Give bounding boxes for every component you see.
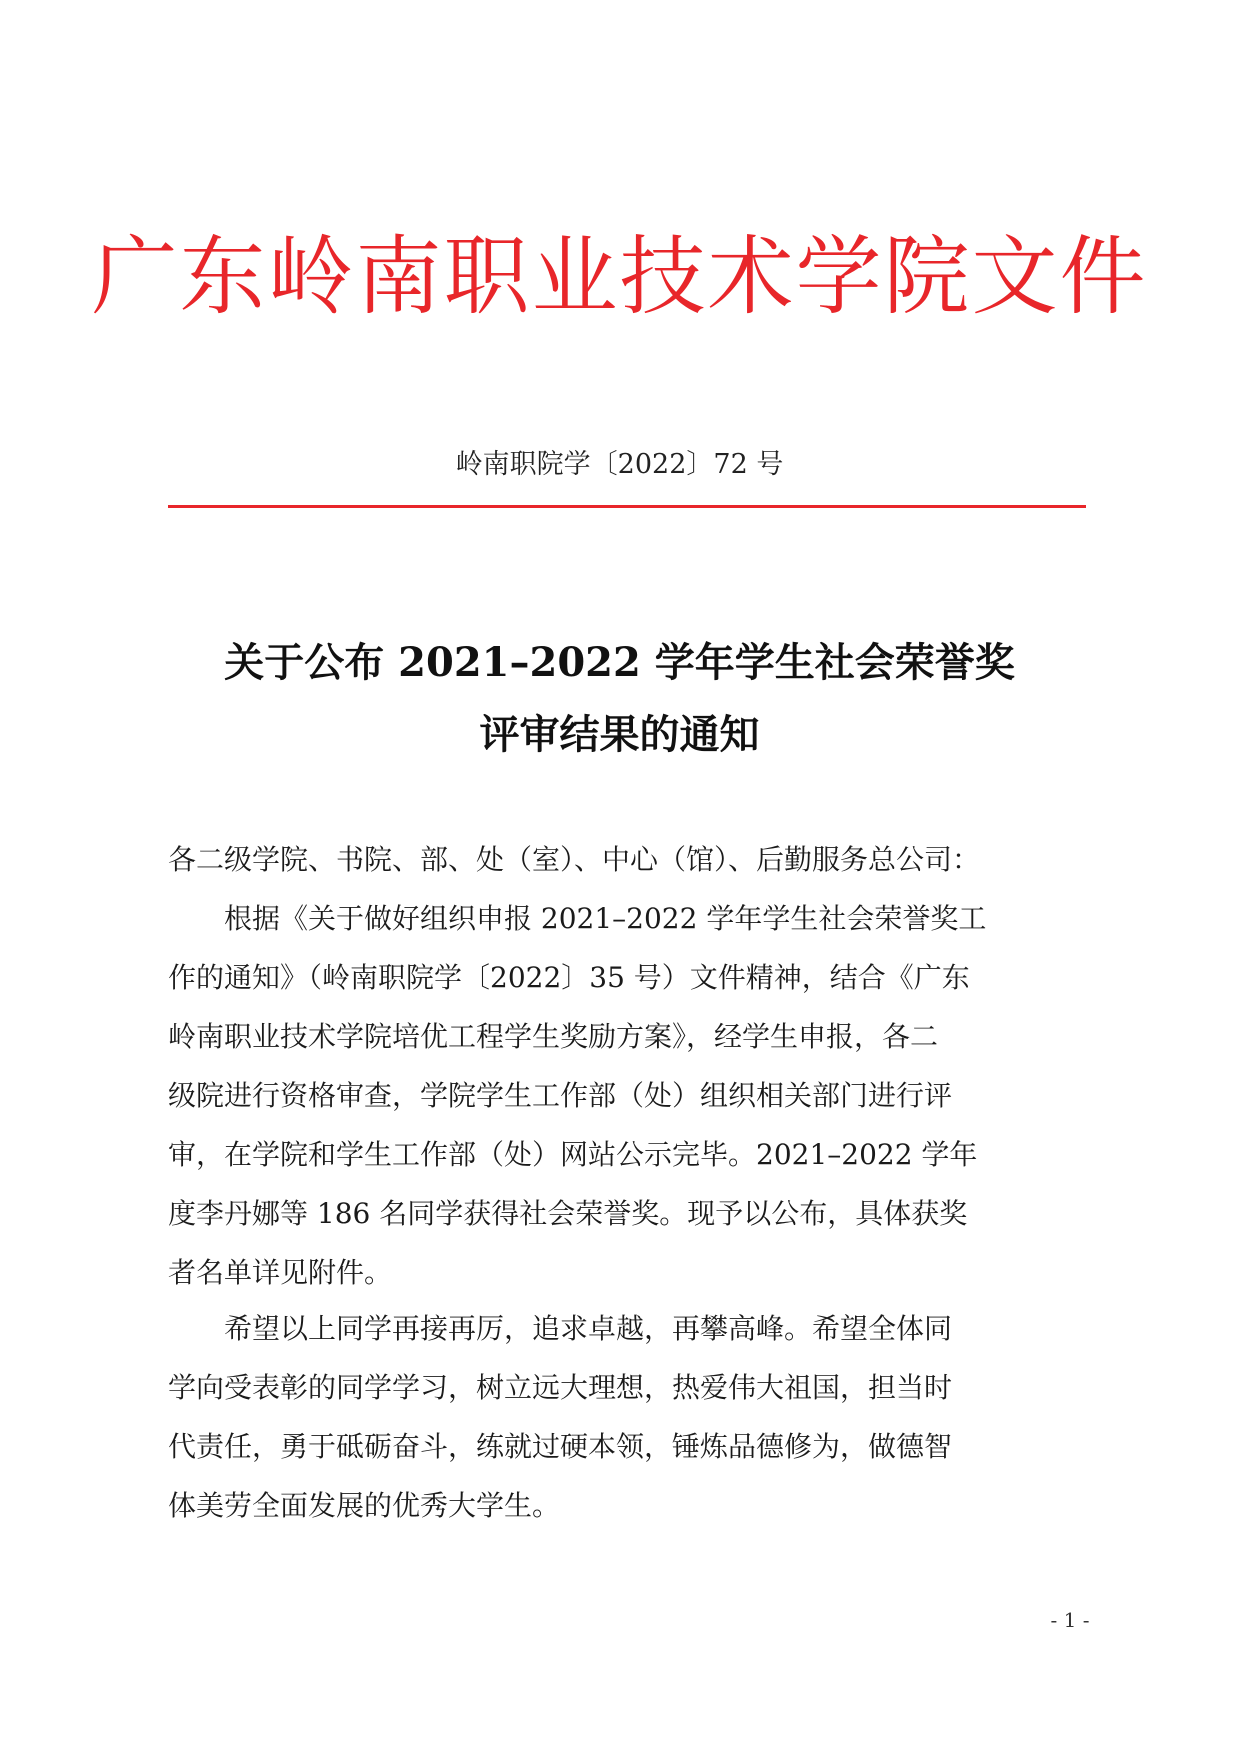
paragraph-line: 希望以上同学再接再厉，追求卓越，再攀高峰。希望全体同 [168, 1312, 953, 1345]
salutation-line: 各二级学院、书院、部、处（室）、中心（馆）、后勤服务总公司： [168, 843, 981, 876]
paragraph-1 [168, 889, 1088, 1302]
page-number: - 1 - [1050, 1608, 1090, 1632]
paragraph-line: 岭南职业技术学院培优工程学生奖励方案》，经学生申报，各二 [168, 1020, 939, 1053]
paragraph-line: 者名单详见附件。 [168, 1256, 393, 1289]
issuer-masthead: 广东岭南职业技术学院文件 [91, 227, 1148, 327]
paragraph-2 [168, 1299, 1088, 1535]
paragraph-line: 学向受表彰的同学学习，树立远大理想，热爱伟大祖国，担当时 [168, 1371, 953, 1404]
paragraph-line: 根据《关于做好组织申报 2021–2022 学年学生社会荣誉奖工 [168, 902, 987, 935]
paragraph-line: 审，在学院和学生工作部（处）网站公示完毕。2021–2022 学年 [168, 1138, 978, 1171]
notice-title-line-2: 评审结果的通知 [479, 711, 760, 758]
red-divider-rule [168, 505, 1086, 508]
paragraph-line: 体美劳全面发展的优秀大学生。 [168, 1489, 561, 1522]
salutation [168, 830, 1088, 889]
paragraph-line: 代责任，勇于砥砺奋斗，练就过硬本领，锤炼品德修为，做德智 [168, 1430, 953, 1463]
paragraph-line: 度李丹娜等 186 名同学获得社会荣誉奖。现予以公布，具体获奖 [168, 1197, 968, 1230]
notice-title-line-1: 关于公布 2021–2022 学年学生社会荣誉奖 [224, 639, 1015, 686]
document-number: 岭南职院学〔2022〕72 号 [455, 449, 784, 480]
paragraph-line: 作的通知》（岭南职院学〔2022〕35 号）文件精神，结合《广东 [168, 961, 970, 994]
paragraph-line: 级院进行资格审查，学院学生工作部（处）组织相关部门进行评 [168, 1079, 953, 1112]
